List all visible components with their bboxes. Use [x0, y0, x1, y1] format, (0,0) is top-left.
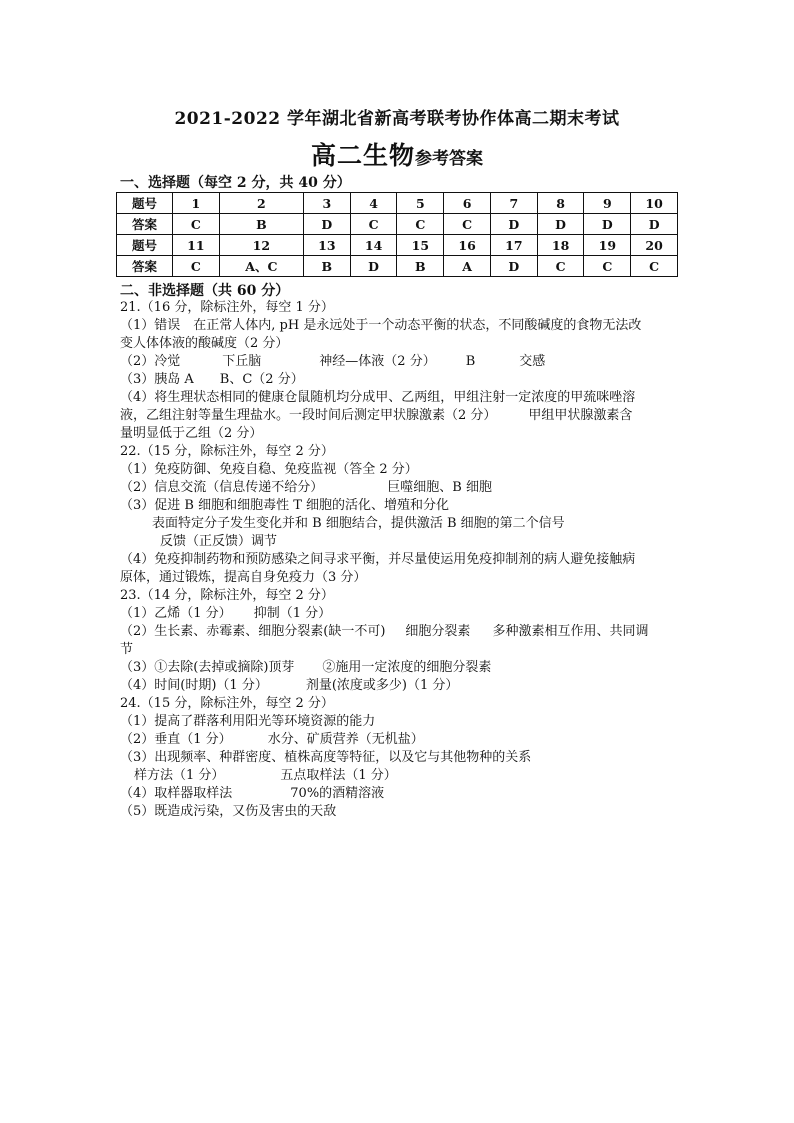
question-number-cell: 6	[444, 193, 491, 214]
q22-line1: （1）免疫防御、免疫自稳、免疫监视（答全 2 分）	[120, 462, 418, 477]
q23-3a: （3）①去除(去掉或摘除)顶芽	[120, 660, 295, 675]
question-number-cell: 20	[631, 235, 678, 256]
q22-2a: （2）信息交流（信息传递不给分）	[120, 480, 324, 495]
q23-4a: （4）时间(时期)（1 分）	[120, 678, 268, 693]
subtitle: 参考答案	[415, 149, 483, 169]
answer-cell: B	[397, 256, 444, 277]
answer-cell: D	[631, 214, 678, 235]
q21-line3	[120, 371, 304, 389]
q24-2b: 水分、矿质营养（无机盐）	[267, 732, 424, 747]
question-number-cell: 3	[303, 193, 350, 214]
question-number-cell: 15	[397, 235, 444, 256]
answer-cell: C	[537, 256, 584, 277]
q21-2b: 下丘脑	[222, 354, 262, 369]
question-number-cell: 17	[490, 235, 537, 256]
q23-line4	[120, 677, 458, 695]
answer-cell: C	[631, 256, 678, 277]
q22-line3: （3）促进 B 细胞和细胞毒性 T 细胞的活化、增殖和分化	[120, 498, 450, 513]
question-number-cell: 19	[584, 235, 631, 256]
question-number-cell: 1	[173, 193, 220, 214]
answer-cell: D	[537, 214, 584, 235]
q21-line4: （4）将生理状态相同的健康仓鼠随机均分成甲、乙两组，甲组注射一定浓度的甲巯咪唑溶	[120, 390, 636, 405]
answer-cell: C	[350, 214, 397, 235]
q21-2a: （2）冷觉	[120, 354, 181, 369]
q23-line2	[120, 623, 648, 641]
q21-3a: （3）胰岛 A	[120, 372, 194, 387]
q24-4a: （4）取样器取样法	[120, 786, 233, 801]
q24-line3b	[134, 767, 397, 785]
q22-heading: 22.（15 分，除标注外，每空 2 分）	[120, 444, 334, 459]
answer-cell: B	[303, 256, 350, 277]
question-number-cell: 12	[219, 235, 303, 256]
q24-line1: （1）提高了群落利用阳光等环境资源的能力	[120, 714, 376, 729]
table-row-answers	[117, 256, 678, 277]
subject-name: 高二生物	[310, 141, 415, 170]
q22-line2	[120, 479, 492, 497]
q23-line2d: 节	[120, 642, 134, 657]
q24-heading: 24.（15 分，除标注外，每空 2 分）	[120, 696, 334, 711]
q22-line4b: 原体，通过锻炼，提高自身免疫力（3 分）	[120, 570, 367, 585]
row-label-question: 题号	[117, 235, 173, 256]
q23-3b: ②施用一定浓度的细胞分裂素	[322, 660, 492, 675]
question-number-cell: 14	[350, 235, 397, 256]
row-label-answer: 答案	[117, 214, 173, 235]
q22-line3c: 反馈（正反馈）调节	[160, 534, 278, 549]
answer-cell: A、C	[219, 256, 303, 277]
answer-cell: C	[584, 256, 631, 277]
answer-cell: C	[444, 214, 491, 235]
q21-4c: 甲组甲状腺激素含	[528, 408, 633, 423]
section2-heading: 二、非选择题（共 60 分）	[120, 283, 290, 299]
q23-heading: 23.（14 分，除标注外，每空 2 分）	[120, 588, 334, 603]
q24-4b: 70%的酒精溶液	[290, 786, 385, 801]
q23-line3	[120, 659, 491, 677]
q23-1b: 抑制（1 分）	[253, 606, 332, 621]
q21-2d: B	[465, 354, 476, 369]
q22-line3b: 表面特定分子发生变化并和 B 细胞结合，提供激活 B 细胞的第二个信号	[152, 516, 565, 531]
q23-2a: （2）生长素、赤霉素、细胞分裂素(缺一不可)	[120, 624, 386, 639]
exam-title: 2021-2022 学年湖北省新高考联考协作体高二期末考试	[174, 109, 620, 129]
question-number-cell: 18	[537, 235, 584, 256]
q24-line4	[120, 785, 384, 803]
q22-2b: 巨噬细胞、B 细胞	[387, 480, 492, 495]
answer-cell: D	[303, 214, 350, 235]
answer-cell: C	[173, 214, 220, 235]
answer-cell: C	[173, 256, 220, 277]
q22-line4: （4）免疫抑制药物和预防感染之间寻求平衡，并尽量使运用免疫抑制剂的病人避免接触病	[120, 552, 636, 567]
answer-cell: D	[490, 214, 537, 235]
answer-cell: D	[584, 214, 631, 235]
question-number-cell: 9	[584, 193, 631, 214]
table-row-question-numbers	[117, 235, 678, 256]
table-row-answers	[117, 214, 678, 235]
answer-cell: B	[219, 214, 303, 235]
q21-line4b	[120, 407, 632, 425]
q23-2b: 细胞分裂素	[405, 624, 471, 639]
table-row-question-numbers	[117, 193, 678, 214]
question-number-cell: 11	[173, 235, 220, 256]
q23-line1	[120, 605, 331, 623]
q21-heading: 21.（16 分，除标注外，每空 1 分）	[120, 300, 334, 315]
question-number-cell: 16	[444, 235, 491, 256]
q21-3b: B、C（2 分）	[219, 372, 304, 387]
q21-line2	[120, 353, 545, 371]
q24-line3: （3）出现频率、种群密度、植株高度等特征，以及它与其他物种的关系	[120, 750, 532, 765]
answer-table	[116, 192, 678, 277]
question-number-cell: 7	[490, 193, 537, 214]
question-number-cell: 4	[350, 193, 397, 214]
q21-2c: 神经—体液（2 分）	[319, 354, 436, 369]
answer-cell: A	[444, 256, 491, 277]
q23-2c: 多种激素相互作用、共同调	[492, 624, 649, 639]
subject-title	[0, 136, 794, 172]
question-number-cell: 10	[631, 193, 678, 214]
answer-cell: D	[350, 256, 397, 277]
question-number-cell: 5	[397, 193, 444, 214]
row-label-question: 题号	[117, 193, 173, 214]
row-label-answer: 答案	[117, 256, 173, 277]
q24-2a: （2）垂直（1 分）	[120, 732, 232, 747]
q21-line1: （1）错误 在正常人体内, pH 是永远处于一个动态平衡的状态，不同酸碱度的食物无法改	[120, 318, 642, 333]
q24-line2	[120, 731, 424, 749]
question-number-cell: 13	[303, 235, 350, 256]
q24-3b: 样方法（1 分）	[134, 768, 225, 783]
q24-3c: 五点取样法（1 分）	[280, 768, 397, 783]
q21-4b: 液，乙组注射等量生理盐水。一段时间后测定甲状腺激素（2 分）	[120, 408, 497, 423]
section1-heading: 一、选择题（每空 2 分，共 40 分）	[120, 175, 351, 191]
q21-2e: 交感	[519, 354, 546, 369]
answer-cell: C	[397, 214, 444, 235]
question-number-cell: 8	[537, 193, 584, 214]
answer-cell: D	[490, 256, 537, 277]
q21-line4d: 量明显低于乙组（2 分）	[120, 426, 263, 441]
question-number-cell: 2	[219, 193, 303, 214]
q24-line5: （5）既造成污染，又伤及害虫的天敌	[120, 804, 337, 819]
q23-1a: （1）乙烯（1 分）	[120, 606, 232, 621]
q21-line1b: 变人体体液的酸碱度（2 分）	[120, 336, 289, 351]
q23-4b: 剂量(浓度或多少)（1 分）	[305, 678, 459, 693]
